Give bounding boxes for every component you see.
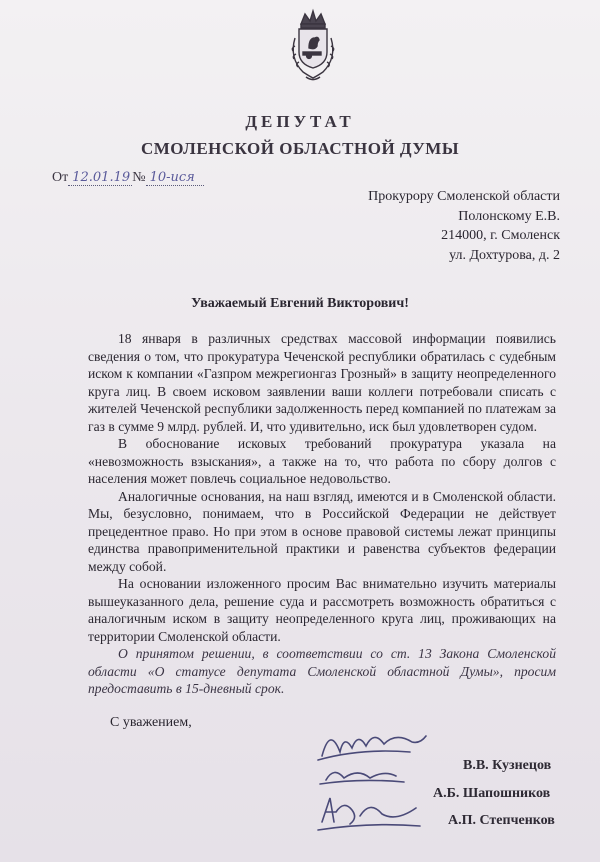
- header-subtitle: СМОЛЕНСКОЙ ОБЛАСТНОЙ ДУМЫ: [140, 139, 460, 158]
- smolensk-coat-of-arms-icon: [279, 8, 347, 84]
- request-paragraph: О принятом решении, в соответствии со ст. 13 Закона Смоленской области «О статусе депутата Смоленской областной Думы», просим предоставить в 15-дневный срок.: [88, 646, 556, 696]
- registration-date: 12.01.19: [68, 170, 132, 186]
- letter-body: [88, 330, 556, 698]
- salutation: Уважаемый Евгений Викторович!: [191, 296, 409, 311]
- addressee-block: [368, 187, 560, 265]
- signatory-name: А.Б. Шапошников: [433, 786, 551, 801]
- addressee-line: 214000, г. Смоленск: [441, 228, 560, 243]
- addressee-line: ул. Дохтурова, д. 2: [449, 247, 560, 263]
- registration-line: [52, 170, 204, 186]
- addressee-line: Полонскому Е.В.: [458, 208, 560, 224]
- body-paragraph: В обоснование исковых требований прокуратура указала на «невозможность взыскания», а также на то, что работа по сбору долгов с населения может повлечь социальное недовольство.: [88, 436, 556, 486]
- registration-number: 10-ися: [146, 170, 204, 186]
- closing-phrase: С уважением,: [110, 715, 192, 730]
- signatory-name: В.В. Кузнецов: [463, 758, 552, 773]
- handwritten-signatures: [300, 722, 430, 852]
- signatory-name: А.П. Степченков: [448, 813, 555, 828]
- body-paragraph: Аналогичные основания, на наш взгляд, имеются и в Смоленской области. Мы, безусловно, понимаем, что в Российской Федерации не действует прецедентное право. Но при этом в основе правовой системы лежат принципы единства правоприменительной практики и равенства субъектов федерации между собой.: [88, 488, 556, 574]
- addressee-line: Прокурору Смоленской области: [368, 189, 560, 204]
- from-label: От: [52, 170, 69, 185]
- number-label: №: [132, 170, 146, 185]
- header-title: ДЕПУТАТ: [245, 112, 355, 131]
- body-paragraph: На основании изложенного просим Вас внимательно изучить материалы вышеуказанного дела, решение суда и рассмотреть возможность обратиться с аналогичным иском в защиту неопределенного круга лиц, проживающих на территории Смоленской области.: [88, 576, 556, 644]
- body-paragraph: 18 января в различных средствах массовой информации появились сведения о том, что прокуратура Чеченской республики обратилась с судебным иском к компании «Газпром межрегионгаз Грозный» в защиту неопределенного круга лиц. В своем исковом заявлении ваши коллеги потребовали списать с жителей Чеченской республики задолженность перед компанией по платежам за газ в сумме 9 млрд. рублей. И, что удивительно, иск был удовлетворен судом.: [88, 331, 556, 434]
